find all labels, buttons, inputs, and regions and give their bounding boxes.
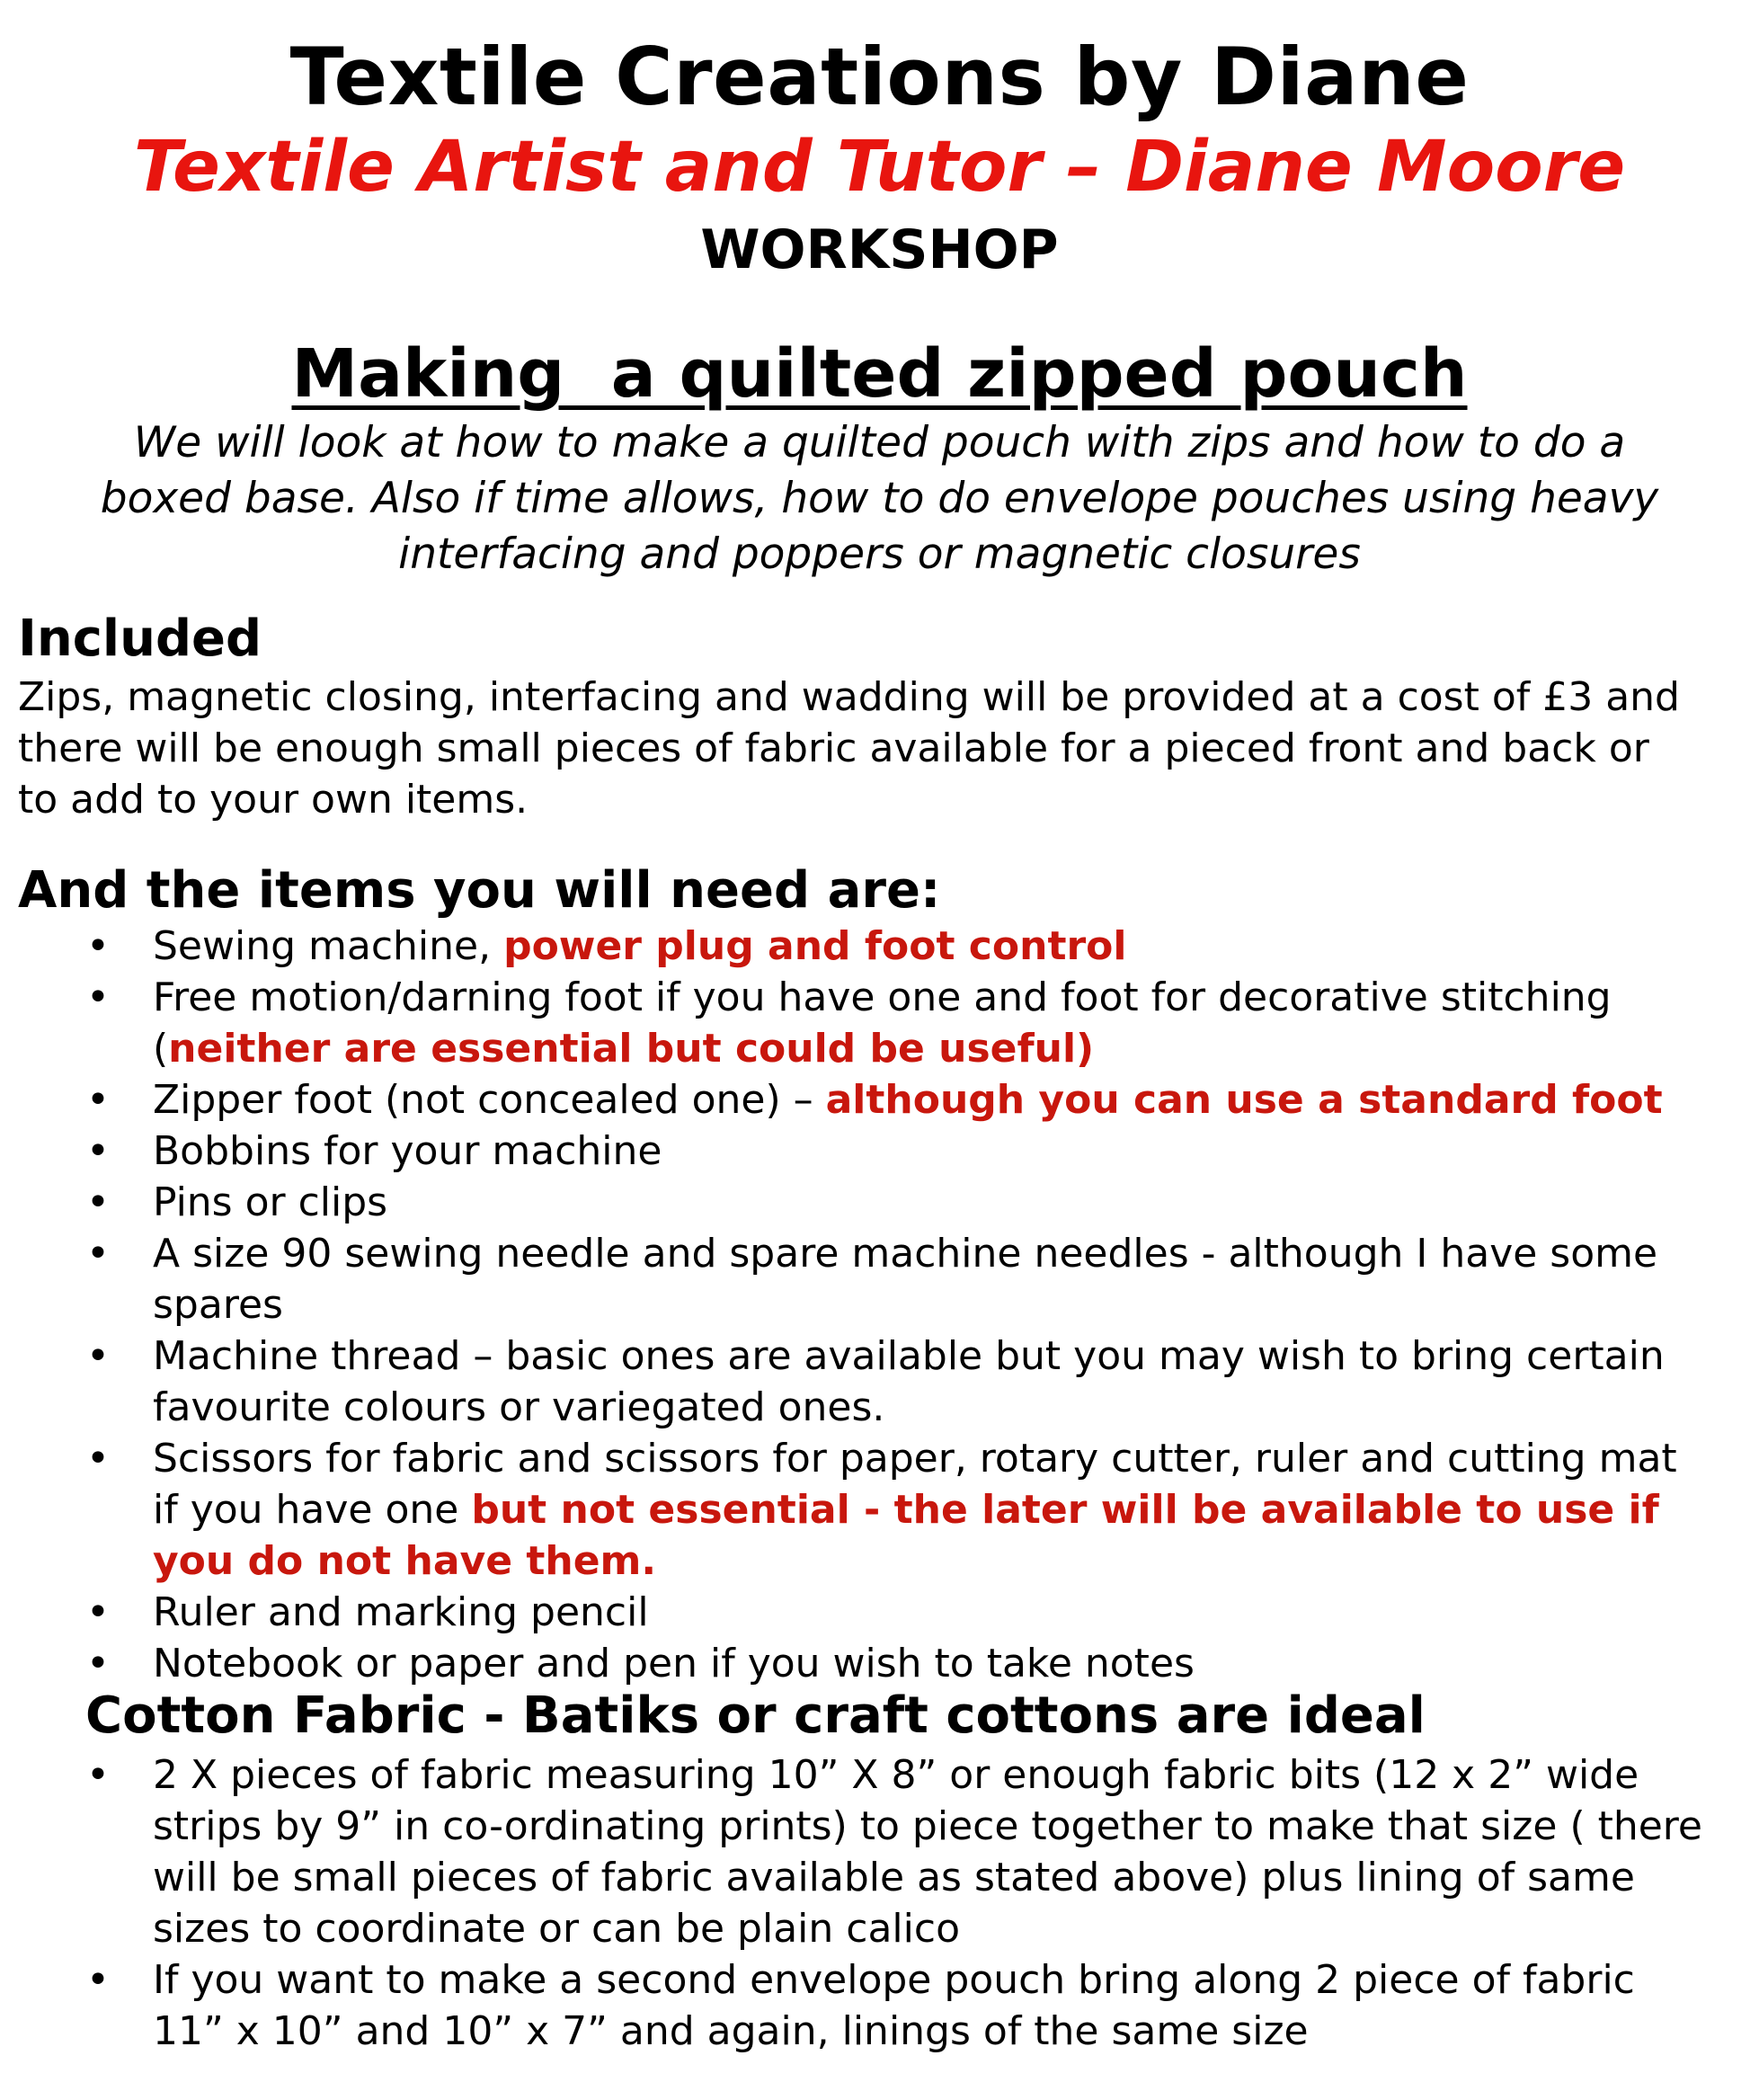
list-item: [0, 1749, 1759, 1954]
list-item: [0, 1330, 1759, 1433]
bullet-icon: •: [86, 1436, 110, 1482]
list-item: [0, 1587, 1759, 1638]
list-item: [0, 1954, 1759, 2057]
items-heading: And the items you will need are:: [18, 861, 941, 920]
bullet-icon: •: [86, 1589, 110, 1635]
list-item: [0, 972, 1759, 1074]
list-item-text: Ruler and marking pencil: [153, 1589, 649, 1635]
workshop-label: WORKSHOP: [700, 218, 1059, 281]
list-item: [0, 1126, 1759, 1177]
workshop-intro: [36, 415, 1723, 583]
list-item: [0, 1074, 1759, 1126]
list-item-text: Zipper foot (not concealed one) –: [153, 1077, 826, 1123]
intro-line: boxed base. Also if time allows, how to do envelope pouches using heavy: [100, 474, 1659, 523]
workshop-title: [0, 331, 1759, 417]
list-item-text: Bobbins for your machine: [153, 1128, 662, 1174]
business-title: Textile Creations by Diane: [289, 31, 1470, 123]
items-list: [0, 921, 1759, 1689]
list-item-text: If you want to make a second envelope pouch bring along 2 piece of fabric 11” x 10” and 10” x 7” and again, linings of the same size: [153, 1957, 1635, 2054]
list-item: [0, 921, 1759, 972]
list-item-text: Scissors for fabric and scissors for paper, rotary cutter, ruler and cutting mat if you have one: [153, 1436, 1677, 1533]
included-text: [18, 672, 1744, 825]
intro-line: We will look at how to make a quilted pouch with zips and how to do a: [133, 418, 1626, 467]
bullet-icon: •: [86, 1752, 110, 1798]
list-item-highlight: although you can use a standard foot: [825, 1077, 1663, 1123]
bullet-icon: •: [86, 974, 110, 1020]
list-item: [0, 1177, 1759, 1228]
list-item-highlight: power plug and foot control: [503, 923, 1127, 969]
bullet-icon: •: [86, 1957, 110, 2003]
list-item-text: Machine thread – basic ones are available but you may wish to bring certain favourite colours or variegated ones.: [153, 1333, 1665, 1430]
included-line: to add to your own items.: [18, 777, 529, 823]
included-line: there will be enough small pieces of fabric available for a pieced front and back or: [18, 725, 1649, 771]
list-item-highlight: but not essential - the later will be available to use if you do not have them.: [153, 1487, 1659, 1584]
bullet-icon: •: [86, 1333, 110, 1379]
included-line: Zips, magnetic closing, interfacing and wadding will be provided at a cost of £3 and: [18, 674, 1680, 720]
included-heading: Included: [18, 610, 262, 668]
list-item-text: Pins or clips: [153, 1179, 388, 1225]
tutor-subtitle: Textile Artist and Tutor – Diane Moore: [133, 127, 1626, 208]
list-item-text: Notebook or paper and pen if you wish to take notes: [153, 1641, 1195, 1686]
bullet-icon: •: [86, 1641, 110, 1686]
list-item-text: Sewing machine,: [153, 923, 504, 969]
list-item-text: Free motion/darning foot if you have one and foot for decorative stitching (: [153, 974, 1612, 1072]
bullet-icon: •: [86, 1179, 110, 1225]
fabric-heading: Cotton Fabric - Batiks or craft cottons are ideal: [85, 1686, 1426, 1745]
list-item: [0, 1228, 1759, 1330]
list-item: [0, 1638, 1759, 1689]
intro-line: interfacing and poppers or magnetic closures: [398, 529, 1361, 579]
bullet-icon: •: [86, 1077, 110, 1123]
list-item-text: 2 X pieces of fabric measuring 10” X 8” or enough fabric bits (12 x 2” wide strips by 9” in co-ordinating prints) to piece together to make that size ( there will be small pieces of fabric available as stated above) plus lining of same sizes to coordinate or can be plain calico: [153, 1752, 1702, 1952]
fabric-list: [0, 1749, 1759, 2057]
bullet-icon: •: [86, 1128, 110, 1174]
list-item-text: A size 90 sewing needle and spare machine needles - although I have some spares: [153, 1231, 1658, 1328]
list-item-highlight: neither are essential but could be useful): [168, 1026, 1095, 1072]
workshop-title-text: Making a quilted zipped pouch: [291, 335, 1468, 413]
list-item: [0, 1433, 1759, 1587]
bullet-icon: •: [86, 923, 110, 969]
bullet-icon: •: [86, 1231, 110, 1277]
